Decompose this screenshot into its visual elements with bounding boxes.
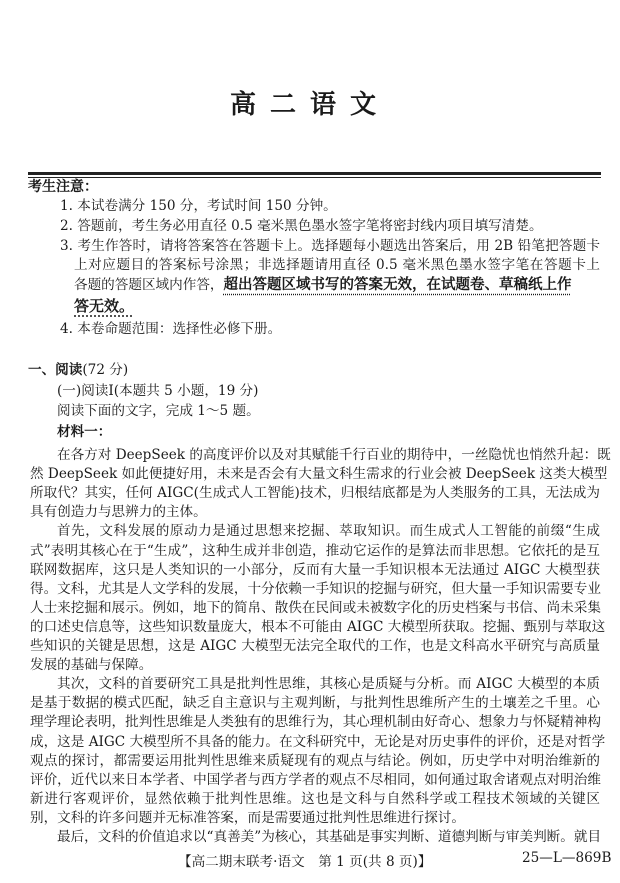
section-title: 一、阅读 — [28, 362, 83, 378]
passage-line: 理学理论表明，批判性思维是人类独有的思维行为，其心理机制由好奇心、想象力与怀疑精神构 — [30, 714, 601, 731]
section-heading — [28, 361, 128, 380]
passage-line: 观点的探讨，都需要运用批判性思维来质疑现有的观点与结论。例如，历史学中对明治维新的 — [30, 752, 600, 769]
notice-heading: 考生注意： — [28, 179, 98, 195]
passage-line: 人士来挖掘和展示。例如，地下的简帛、散佚在民间或未被数字化的历史档案与书信、尚未采集 — [30, 599, 601, 616]
notice-item-cont: 上对应题目的答案标号涂黑；非选择题请用直径 0.5 毫米黑色墨水签字笔在答题卡上 — [74, 257, 600, 273]
passage-line: 具有创造力与思辨力的主体。 — [30, 504, 207, 521]
passage-line: 是基于数据的模式匹配，缺乏自主意识与主观判断，与批判性思维所产生的土壤差之千里。心 — [30, 695, 600, 712]
passage-line: 最后，文科的价值追求以“真善美”为核心，其基础是事实判断、道德判断与审美判断。就目 — [57, 829, 602, 845]
passage-line: 别，文科的许多问题并无标准答案，而是需要通过批判性思维进行探讨。 — [30, 809, 465, 826]
notice-emphasis-cont: 答无效。 — [74, 297, 135, 315]
passage-line: 得。文科，尤其是人文学科的发展，十分依赖一手知识的挖掘与研究，但大量一手知识需要专业 — [30, 580, 601, 597]
footer-page-label: 【高二期末联考·语文 第 1 页(共 8 页)】 — [178, 854, 432, 870]
header-rule — [28, 172, 601, 175]
subsection-heading: (一)阅读Ⅰ(本题共 5 小题，19 分) — [57, 383, 259, 399]
passage-line: 式”表明其核心在于“生成”，这种生成并非创造，推动它运作的是算法而非思想。它依托的是互 — [30, 542, 600, 559]
passage-line: 发展的基础与保障。 — [30, 657, 153, 674]
notice-text: 各题的答题区域内作答， — [74, 277, 224, 293]
footer-code: 25—L—869B — [522, 850, 612, 866]
page-title: 高二语文 — [229, 90, 390, 120]
passage-line: 在各方对 DeepSeek 的高度评价以及对其赋能千行百业的期待中，一丝隐忧也悄然升起：既 — [57, 447, 611, 463]
passage-line: 然 DeepSeek 如此便捷好用，未来是否会有大量文科生需求的行业会被 DeepSeek 这类大模型 — [30, 466, 608, 483]
section-score: (72 分) — [82, 362, 129, 378]
passage-line: 些知识的关键是思想，这是 AIGC 大模型无法完全取代的工作，也是文科高水平研究与高质量 — [30, 638, 600, 654]
material-label: 材料一： — [57, 424, 112, 440]
notice-item: 3. 考生作答时，请将答案答在答题卡上。选择题每小题选出答案后，用 2B 铅笔把答题卡 — [60, 238, 600, 254]
passage-line: 首先，文科发展的原动力是通过思想来挖掘、萃取知识。而生成式人工智能的前缀“生成 — [57, 523, 600, 540]
passage-line: 其次，文科的首要研究工具是批判性思维，其核心是质疑与分析。而 AIGC 大模型的本质 — [57, 676, 600, 693]
header-rule-thin — [28, 177, 601, 178]
notice-emphasis: 超出答题区域书写的答案无效，在试题卷、草稿纸上作 — [223, 277, 572, 293]
passage-line: 新进行客观评价，显然依赖于批判性思维。这也是文科与自然科学或工程技术领域的关键区 — [30, 790, 600, 807]
notice-item: 4. 本卷命题范围：选择性必修下册。 — [60, 321, 282, 337]
passage-line: 评价，近代以来日本学者、中国学者与西方学者的观点不尽相同，如何通过取舍诸观点对明治维 — [30, 771, 601, 788]
passage-line: 联网数据库，这只是人类知识的一小部分，反而有大量一手知识根本无法通过 AIGC 大模型获 — [30, 561, 600, 578]
notice-item: 1. 本试卷满分 150 分，考试时间 150 分钟。 — [60, 198, 337, 214]
instruction: 阅读下面的文字，完成 1～5 题。 — [57, 403, 260, 419]
notice-item: 2. 答题前，考生务必用直径 0.5 毫米黑色墨水签字笔将密封线内项目填写清楚。 — [60, 218, 543, 234]
passage-line: 所取代？其实，任何 AIGC(生成式人工智能)技术，归根结底都是为人类服务的工具，无法成为 — [30, 485, 600, 502]
passage-line: 的口述史信息等，这些知识数量庞大，根本不可能由 AIGC 大模型所获取。挖掘、甄别与萃取这 — [30, 618, 606, 635]
notice-item-cont — [74, 276, 600, 295]
passage-line: 成，这是 AIGC 大模型所不具备的能力。在文科研究中，无论是对历史事件的评价，还是对哲学 — [30, 733, 606, 750]
